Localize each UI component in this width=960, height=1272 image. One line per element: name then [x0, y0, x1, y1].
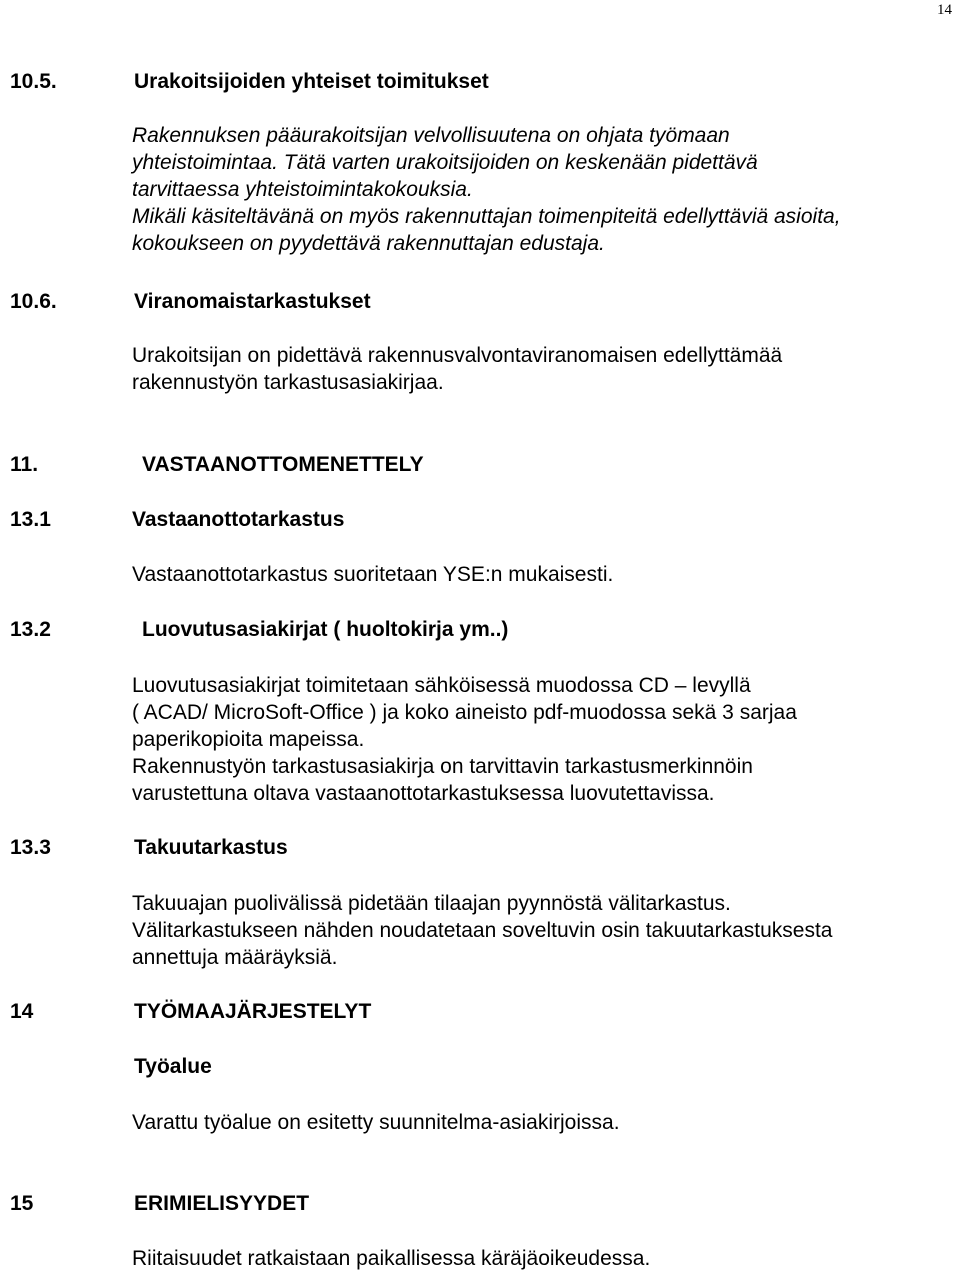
section-body-10-6 — [132, 342, 782, 396]
section-body-13-2 — [132, 672, 797, 807]
section-title: ERIMIELISYYDET — [134, 1192, 310, 1215]
section-title: Viranomaistarkastukset — [134, 290, 371, 313]
body-line: Vastaanottotarkastus suoritetaan YSE:n mukaisesti. — [132, 563, 614, 586]
section-title: VASTAANOTTOMENETTELY — [142, 453, 424, 476]
section-title: Luovutusasiakirjat ( huoltokirja ym..) — [142, 618, 509, 641]
section-number: 13.3 — [10, 836, 51, 859]
section-title: Vastaanottotarkastus — [132, 508, 345, 531]
section-number: 10.6. — [10, 290, 57, 313]
section-number: 10.5. — [10, 70, 57, 93]
section-body-14 — [132, 1109, 620, 1136]
section-number: 14 — [10, 1000, 34, 1023]
body-line: Varattu työalue on esitetty suunnitelma-asiakirjoissa. — [132, 1111, 620, 1134]
body-line: Urakoitsijan on pidettävä rakennusvalvontaviranomaisen edellyttämää — [132, 344, 783, 367]
body-line: rakennustyön tarkastusasiakirjaa. — [132, 371, 444, 394]
body-line: kokoukseen on pyydettävä rakennuttajan edustaja. — [132, 232, 605, 255]
section-title: Takuutarkastus — [134, 836, 288, 859]
body-line: Rakennuksen pääurakoitsijan velvollisuutena on ohjata työmaan — [132, 124, 730, 147]
body-line: tarvittaessa yhteistoimintakokouksia. — [132, 178, 473, 201]
body-line: Takuuajan puolivälissä pidetään tilaajan pyynnöstä välitarkastus. — [132, 892, 731, 915]
section-body-13-3 — [132, 890, 832, 971]
section-title: Urakoitsijoiden yhteiset toimitukset — [134, 70, 489, 93]
section-body-15 — [132, 1245, 650, 1272]
section-number: 15 — [10, 1192, 34, 1215]
body-line: Luovutusasiakirjat toimitetaan sähköisessä muodossa CD – levyllä — [132, 674, 751, 697]
body-line: paperikopioita mapeissa. — [132, 728, 365, 751]
body-line: annettuja määräyksiä. — [132, 946, 338, 969]
section-number: 11. — [10, 453, 39, 476]
body-line: Rakennustyön tarkastusasiakirja on tarvittavin tarkastusmerkinnöin — [132, 755, 753, 778]
body-line: yhteistoimintaa. Tätä varten urakoitsijoiden on keskenään pidettävä — [132, 151, 758, 174]
section-number: 13.2 — [10, 618, 51, 641]
body-line: Mikäli käsiteltävänä on myös rakennuttajan toimenpiteitä edellyttäviä asioita, — [132, 205, 841, 228]
body-line: Välitarkastukseen nähden noudatetaan soveltuvin osin takuutarkastuksesta — [132, 919, 833, 942]
section-title: TYÖMAAJÄRJESTELYT — [134, 1000, 372, 1023]
body-line: varustettuna oltava vastaanottotarkastuksessa luovutettavissa. — [132, 782, 715, 805]
body-line: Riitaisuudet ratkaistaan paikallisessa käräjäoikeudessa. — [132, 1247, 651, 1270]
section-body-10-5 — [132, 122, 841, 257]
subsection-title: Työalue — [134, 1055, 212, 1078]
section-body-13-1 — [132, 561, 613, 588]
body-line: ( ACAD/ MicroSoft-Office ) ja koko aineisto pdf-muodossa sekä 3 sarjaa — [132, 701, 797, 724]
section-number: 13.1 — [10, 508, 51, 531]
page-number: 14 — [937, 2, 952, 18]
